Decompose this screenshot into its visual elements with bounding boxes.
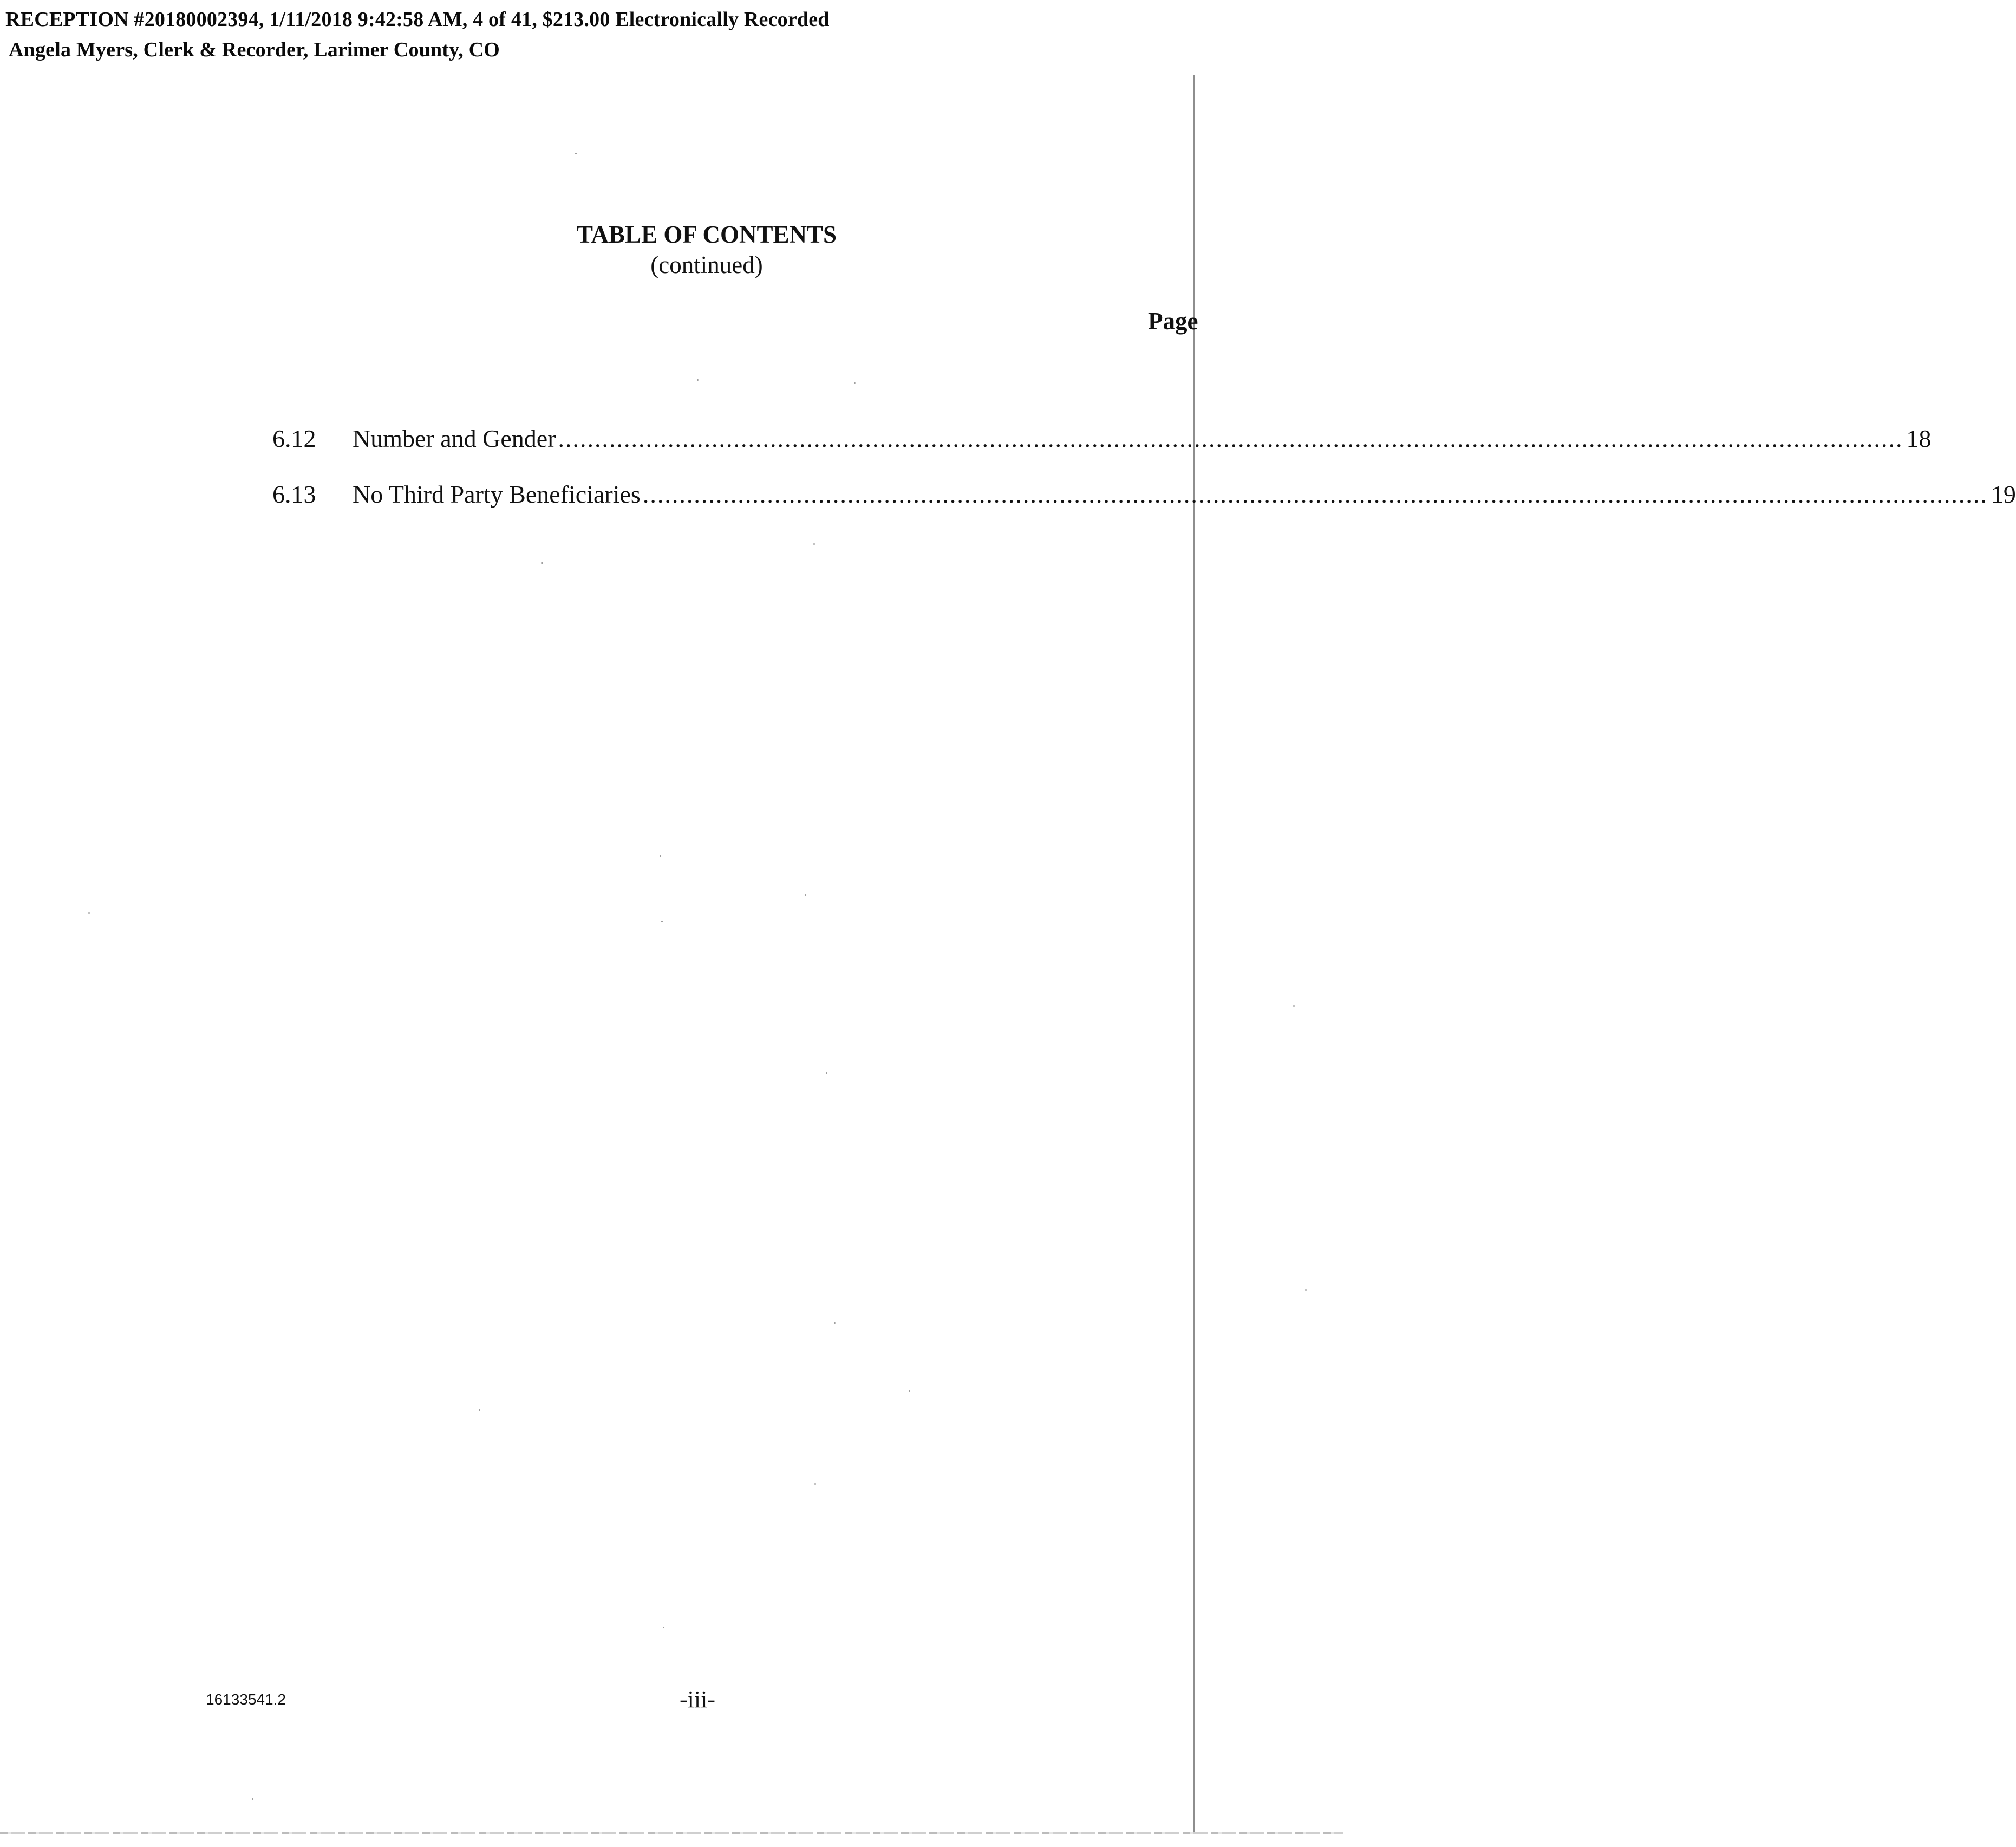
recording-stamp-line-1: RECEPTION #20180002394, 1/11/2018 9:42:58 AM, 4 of 41, $213.00 Electronically Recorded	[5, 8, 830, 31]
toc-entry-page: 18	[1906, 425, 1932, 452]
page-number: -iii-	[680, 1686, 715, 1713]
scan-speck	[541, 562, 543, 564]
scan-speck	[88, 912, 90, 914]
scan-bottom-edge	[0, 1832, 1343, 1834]
scan-speck	[1305, 1289, 1307, 1291]
recording-stamp-line-2: Angela Myers, Clerk & Recorder, Larimer County, CO	[9, 38, 500, 61]
toc-subtitle: (continued)	[650, 251, 763, 278]
scan-speck	[813, 543, 815, 545]
scan-speck	[660, 855, 661, 857]
scan-margin-line	[1193, 75, 1195, 1832]
scan-speck	[826, 1072, 827, 1074]
toc-entry-title: No Third Party Beneficiaries	[353, 480, 641, 508]
toc-entry	[272, 478, 2016, 511]
toc-dot-leader: ........................................................................................................................................................................................	[642, 480, 1988, 508]
scan-speck	[1293, 1005, 1295, 1007]
scan-speck	[697, 379, 699, 381]
scan-speck	[663, 1627, 664, 1628]
recording-stamp	[5, 4, 830, 65]
toc-page-column-header: Page	[1148, 308, 1198, 335]
toc-entry-number: 6.13	[272, 480, 316, 508]
scan-speck	[575, 153, 577, 154]
scan-speck	[854, 382, 856, 384]
scan-speck	[814, 1483, 816, 1485]
toc-dot-leader: ........................................................................................................................................................................................	[558, 425, 1903, 452]
toc-title: TABLE OF CONTENTS	[576, 221, 837, 248]
toc-entry-number: 6.12	[272, 425, 316, 452]
toc-entry-title: Number and Gender	[353, 425, 556, 452]
document-id: 16133541.2	[206, 1691, 286, 1708]
scan-speck	[661, 921, 663, 922]
toc-entry-page: 19	[1991, 480, 2016, 508]
scan-speck	[479, 1409, 480, 1411]
scan-speck	[252, 1798, 253, 1800]
toc-entry	[272, 422, 1932, 455]
scan-speck	[834, 1322, 836, 1324]
scan-speck	[909, 1390, 910, 1392]
scan-speck	[805, 894, 806, 896]
